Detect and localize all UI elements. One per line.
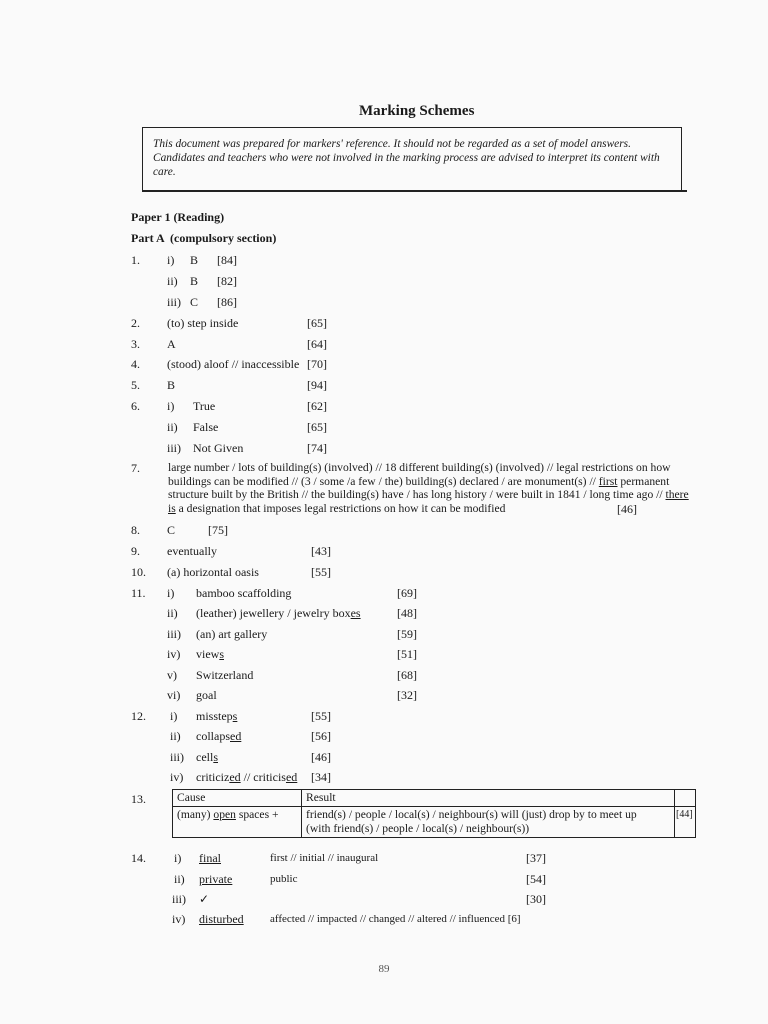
q1-iii-roman: iii) xyxy=(167,295,181,309)
q14-iv-word: disturbed xyxy=(199,912,244,926)
q12-iii-text: cell xyxy=(196,750,214,764)
q12-iii-underlined: s xyxy=(213,750,218,764)
q1-iii-score: [86] xyxy=(217,295,237,309)
q14-ii-roman: ii) xyxy=(174,872,185,886)
q12-iii-answer xyxy=(196,750,218,765)
q13-header-result: Result xyxy=(302,790,675,807)
q8-answer: C xyxy=(167,523,176,537)
q6-iii-roman: iii) xyxy=(167,441,181,455)
q11-iv-answer xyxy=(196,647,224,662)
disclaimer-shadow xyxy=(142,190,687,192)
q11-i-roman: i) xyxy=(167,586,175,600)
table-row xyxy=(173,790,696,807)
q11-v-score: [68] xyxy=(397,668,417,682)
q13-cause-text-2: spaces + xyxy=(235,808,279,821)
q11-iv-underlined: s xyxy=(219,647,224,661)
q7-text-c: a designation that imposes legal restrictions on how it can be modified xyxy=(175,501,506,515)
q10-number: 10. xyxy=(131,565,146,579)
q5-score: [94] xyxy=(307,378,327,392)
q4-answer: (stood) aloof // inaccessible xyxy=(167,357,300,371)
q13-cause-text: (many) xyxy=(177,808,214,821)
q12-iv-underlined-2: ed xyxy=(285,770,298,784)
q2-answer: (to) step inside xyxy=(167,316,239,330)
page-title: Marking Schemes xyxy=(359,103,475,119)
q12-iv-score: [34] xyxy=(311,770,331,784)
q3-score: [64] xyxy=(307,337,327,351)
q13-result-line-2: (with friend(s) / people / local(s) / neighbour(s)) xyxy=(306,822,530,835)
q12-ii-score: [56] xyxy=(311,729,331,743)
table-row xyxy=(173,807,696,838)
q12-iv-roman: iv) xyxy=(170,770,184,784)
q11-ii-roman: ii) xyxy=(167,606,178,620)
q7-text-a: large number / lots of building(s) (involved) // 18 different building(s) (involved) // legal restrictions on how buildings can be modified // (3 / some /a few / the) building(s) declared / are monument(s) // xyxy=(168,461,671,488)
q7-text-b: permanent structure built by the British // the building(s) have / has long history / were built in 1841 / long time ago // xyxy=(168,474,670,501)
q14-i-word: final xyxy=(199,851,221,865)
q1-ii-answer: B xyxy=(190,274,199,288)
q6-number: 6. xyxy=(131,399,140,413)
q2-score: [65] xyxy=(307,316,327,330)
q12-i-roman: i) xyxy=(170,709,178,723)
q1-ii-score: [82] xyxy=(217,274,237,288)
q11-v-answer: Switzerland xyxy=(196,668,254,682)
q11-ii-text: (leather) jewellery / jewelry box xyxy=(196,606,351,620)
check-icon: ✓ xyxy=(199,892,210,906)
q11-ii-underlined: es xyxy=(350,606,361,620)
q6-iii-score: [74] xyxy=(307,441,327,455)
q12-ii-roman: ii) xyxy=(170,729,181,743)
q12-iv-underlined: ed xyxy=(229,770,241,784)
q1-i-answer: B xyxy=(190,253,199,267)
q1-ii-roman: ii) xyxy=(167,274,178,288)
q7-first: first xyxy=(598,474,618,488)
q1-number: 1. xyxy=(131,253,140,267)
q5-number: 5. xyxy=(131,378,140,392)
q6-iii-answer: Not Given xyxy=(193,441,244,455)
q3-number: 3. xyxy=(131,337,140,351)
q14-ii-alt: public xyxy=(270,873,298,885)
q11-number: 11. xyxy=(131,586,146,600)
q11-iv-text: view xyxy=(196,647,220,661)
q6-ii-answer: False xyxy=(193,420,219,434)
q14-i-alt: first // initial // inaugural xyxy=(270,852,379,864)
q14-i-roman: i) xyxy=(174,851,182,865)
q11-vi-score: [32] xyxy=(397,688,417,702)
q6-i-answer: True xyxy=(193,399,216,413)
q1-i-roman: i) xyxy=(167,253,175,267)
q12-i-score: [55] xyxy=(311,709,331,723)
disclaimer-text: This document was prepared for markers' reference. It should not be regarded as a set of model answers. Candidates and teachers who were not involved in the marking process are advised to interpret its content with care. xyxy=(153,138,660,178)
q12-ii-answer xyxy=(196,729,241,744)
q11-ii-score: [48] xyxy=(397,606,417,620)
q8-number: 8. xyxy=(131,523,140,537)
q11-iv-roman: iv) xyxy=(167,647,181,661)
q6-ii-roman: ii) xyxy=(167,420,178,434)
q4-score: [70] xyxy=(307,357,327,371)
q5-answer: B xyxy=(167,378,176,392)
q14-ii-word: private xyxy=(199,872,233,886)
q14-i-score: [37] xyxy=(526,851,546,865)
q13-cause xyxy=(173,807,302,838)
q12-ii-text: collaps xyxy=(196,729,230,743)
q11-iv-score: [51] xyxy=(397,647,417,661)
q1-i-score: [84] xyxy=(217,253,237,267)
q8-score: [75] xyxy=(208,523,228,537)
q14-ii-score: [54] xyxy=(526,872,546,886)
q11-i-score: [69] xyxy=(397,586,417,600)
q12-i-answer xyxy=(196,709,237,724)
q13-result xyxy=(302,807,675,838)
q6-i-roman: i) xyxy=(167,399,175,413)
q13-table xyxy=(172,789,696,838)
q13-number: 13. xyxy=(131,792,146,806)
q13-score: [44] xyxy=(675,807,696,838)
q12-iv-answer xyxy=(196,770,297,785)
q14-iv-alt: affected // impacted // changed // altered // influenced [6] xyxy=(270,913,521,925)
q9-score: [43] xyxy=(311,544,331,558)
q12-iv-text-2: // criticis xyxy=(240,770,286,784)
q12-iii-score: [46] xyxy=(311,750,331,764)
q11-v-roman: v) xyxy=(167,668,177,682)
q14-iv-roman: iv) xyxy=(172,912,186,926)
page-number: 89 xyxy=(378,963,390,975)
q10-answer: (a) horizontal oasis xyxy=(167,565,259,579)
q7-score: [46] xyxy=(617,502,637,516)
q9-number: 9. xyxy=(131,544,140,558)
q7-there-is: there is xyxy=(168,488,689,515)
q6-ii-score: [65] xyxy=(307,420,327,434)
q11-iii-score: [59] xyxy=(397,627,417,641)
q7-number: 7. xyxy=(131,461,140,475)
q6-i-score: [62] xyxy=(307,399,327,413)
q14-number: 14. xyxy=(131,851,146,865)
q1-iii-answer: C xyxy=(190,295,199,309)
q11-vi-roman: vi) xyxy=(167,688,181,702)
q13-cause-underlined: open xyxy=(213,808,236,821)
q12-iii-roman: iii) xyxy=(170,750,184,764)
q12-i-underlined: s xyxy=(232,709,238,723)
q12-iv-text: criticiz xyxy=(196,770,230,784)
disclaimer-box xyxy=(142,127,682,191)
q11-iii-roman: iii) xyxy=(167,627,181,641)
q2-number: 2. xyxy=(131,316,140,330)
q12-i-text: misstep xyxy=(196,709,233,723)
paper-heading: Paper 1 (Reading) xyxy=(131,210,225,224)
q9-answer: eventually xyxy=(167,544,217,558)
q13-header-cause: Cause xyxy=(173,790,302,807)
q3-answer: A xyxy=(167,337,176,351)
q11-iii-answer: (an) art gallery xyxy=(196,627,268,641)
q11-vi-answer: goal xyxy=(196,688,217,702)
q11-i-answer: bamboo scaffolding xyxy=(196,586,292,600)
q11-ii-answer xyxy=(196,606,361,621)
q14-iii-roman: iii) xyxy=(172,892,186,906)
q4-number: 4. xyxy=(131,357,140,371)
q13-result-line-1: friend(s) / people / local(s) / neighbour(s) will (just) drop by to meet up xyxy=(306,808,637,821)
q10-score: [55] xyxy=(311,565,331,579)
part-heading: Part A (compulsory section) xyxy=(131,231,277,245)
q12-number: 12. xyxy=(131,709,146,723)
q14-iii-score: [30] xyxy=(526,892,546,906)
q12-ii-underlined: ed xyxy=(230,729,242,743)
